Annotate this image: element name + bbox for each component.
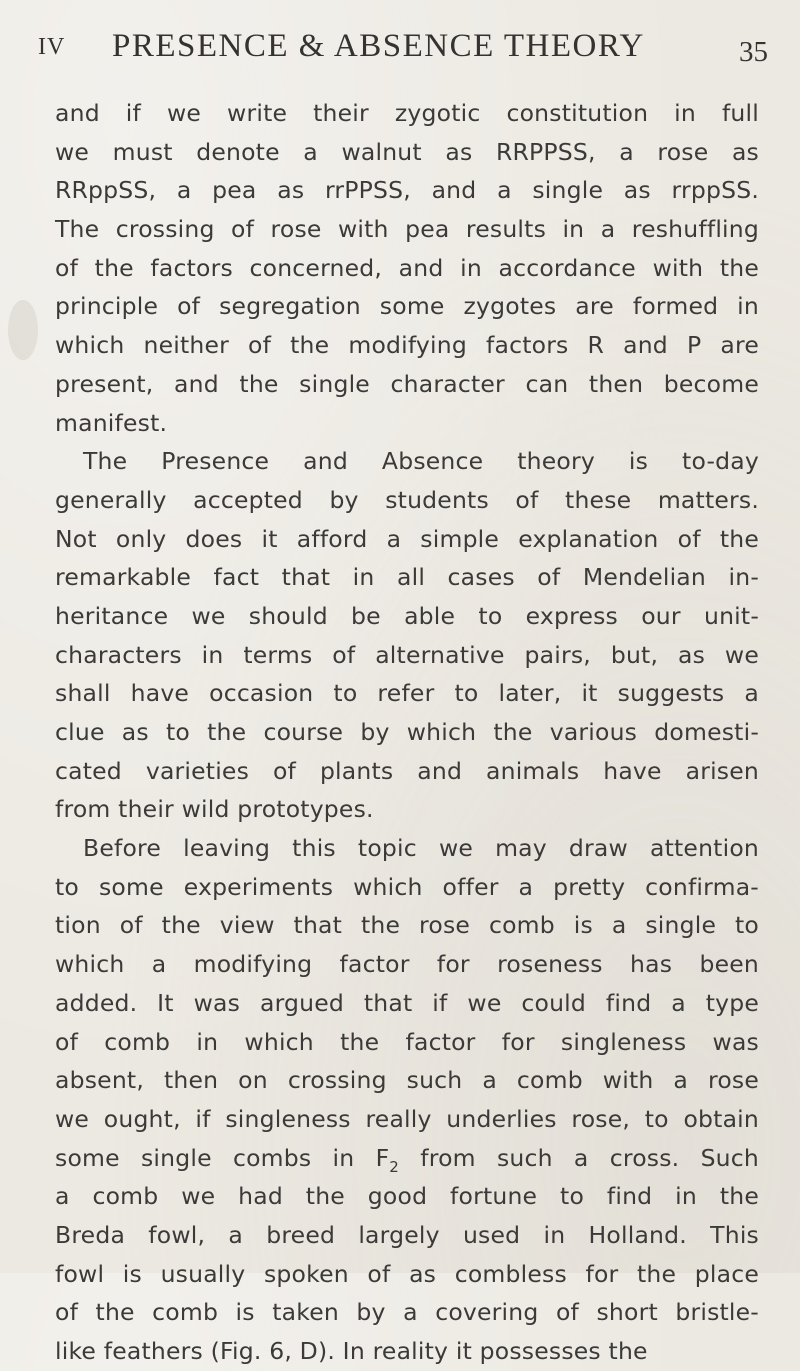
text-line: Before leaving this topic we may draw attention	[83, 834, 759, 863]
text-line: The Presence and Absence theory is to-day	[83, 447, 759, 476]
running-header	[38, 28, 768, 76]
text-line: of the comb is taken by a covering of short bristle-	[55, 1298, 759, 1327]
chapter-numeral: IV	[38, 34, 66, 60]
paper-smudge	[8, 300, 38, 360]
text-line: generally accepted by students of these matters.	[55, 485, 759, 514]
text-line: shall have occasion to refer to later, it suggests a	[55, 679, 759, 708]
text-line: which a modifying factor for roseness has been	[55, 950, 759, 979]
text-line: to some experiments which offer a pretty confirma-	[55, 872, 759, 901]
text-line: absent, then on crossing such a comb with a rose	[55, 1066, 759, 1095]
text-line: fowl is usually spoken of as combless for the place	[55, 1259, 759, 1288]
text-line: added. It was argued that if we could find a type	[55, 988, 759, 1017]
text-line: heritance we should be able to express our unit-	[55, 601, 759, 630]
text-line: present, and the single character can then become	[55, 369, 759, 398]
text-line: The crossing of rose with pea results in a reshuffling	[55, 215, 759, 244]
text-line: some single combs in $F_2$ from such a cross. Such	[55, 1143, 759, 1176]
body-text	[55, 94, 759, 1371]
text-line: and if we write their zygotic constitution in full	[55, 99, 759, 127]
text-line: Breda fowl, a breed largely used in Holland. This	[55, 1220, 759, 1249]
paragraph	[55, 94, 759, 442]
text-line: principle of segregation some zygotes are formed in	[55, 292, 759, 321]
text-line: which neither of the modifying factors R and P are	[55, 331, 759, 360]
text-line: remarkable fact that in all cases of Mendelian in-	[55, 563, 759, 592]
text-line: Not only does it afford a simple explanation of the	[55, 524, 759, 553]
running-head-title: PRESENCE & ABSENCE THEORY	[112, 28, 645, 64]
paragraph	[55, 829, 759, 1371]
text-line: of comb in which the factor for singleness was	[55, 1027, 759, 1056]
text-line: cated varieties of plants and animals have arisen	[55, 756, 759, 785]
text-line: RRppSS, a pea as rrPPSS, and a single as rrppSS.	[55, 176, 759, 205]
text-line: manifest.	[55, 408, 168, 437]
text-line: from their wild prototypes.	[55, 795, 374, 824]
text-line: a comb we had the good fortune to find in the	[55, 1182, 759, 1211]
text-line: clue as to the course by which the various domesti-	[55, 718, 759, 746]
paragraph	[55, 442, 759, 829]
text-line: we ought, if singleness really underlies rose, to obtain	[55, 1104, 759, 1133]
text-line: we must denote a walnut as RRPPSS, a rose as	[55, 137, 759, 166]
text-line: of the factors concerned, and in accordance with the	[55, 253, 759, 282]
text-line: tion of the view that the rose comb is a single to	[55, 911, 759, 940]
text-line: like feathers (Fig. 6, D). In reality it possesses the	[55, 1337, 648, 1365]
page-number: 35	[739, 36, 768, 68]
text-line: characters in terms of alternative pairs, but, as we	[55, 640, 759, 669]
